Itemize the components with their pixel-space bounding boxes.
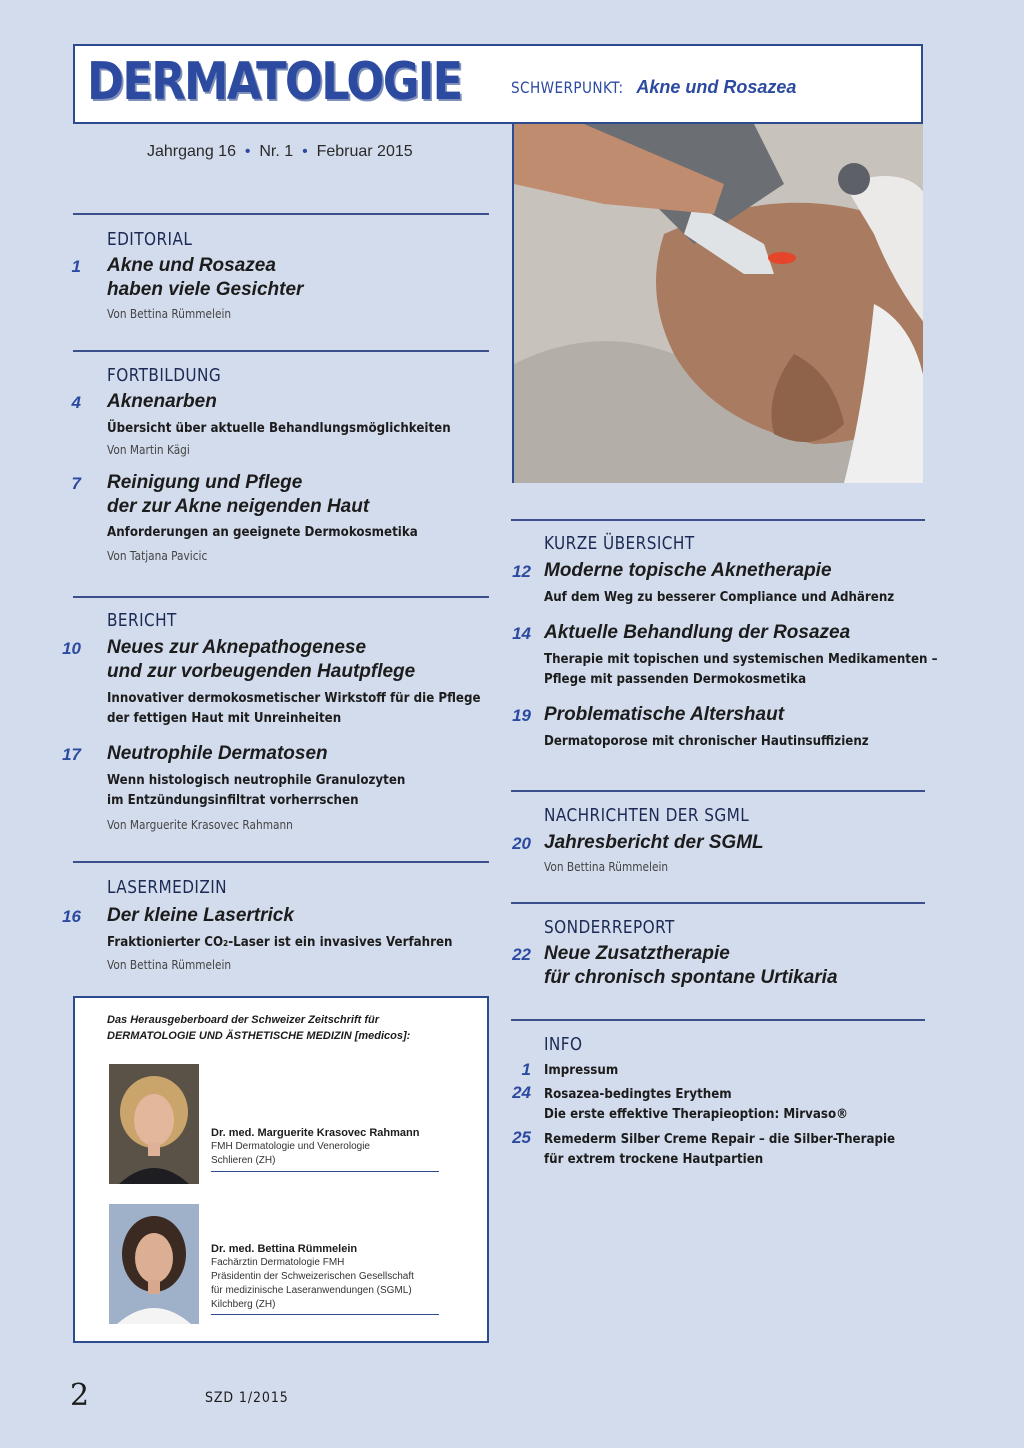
section-sonderreport: SONDERREPORT — [544, 917, 675, 938]
page-number-link[interactable]: 22 — [512, 945, 531, 964]
article-title[interactable]: Neue Zusatztherapie — [544, 943, 730, 964]
focus-topic — [511, 77, 796, 98]
focus-label: SCHWERPUNKT: — [511, 78, 624, 97]
magazine-title: DERMATOLOGIE — [87, 52, 462, 112]
article-title[interactable]: der zur Akne neigenden Haut — [107, 496, 370, 517]
article-title[interactable]: haben viele Gesichter — [107, 279, 304, 300]
article-title[interactable]: Jahresbericht der SGML — [544, 832, 764, 853]
article-author: Von Bettina Rümmelein — [107, 958, 232, 972]
section-nachrichten-sgml: NACHRICHTEN DER SGML — [544, 805, 750, 826]
focus-topic-text: Akne und Rosazea — [636, 77, 797, 97]
page-number-link[interactable]: 1 — [71, 257, 81, 276]
masthead — [73, 44, 923, 124]
article-subtitle: der fettigen Haut mit Unreinheiten — [107, 710, 342, 726]
article-subtitle: Wenn histologisch neutrophile Granulozyten — [107, 772, 406, 788]
page-number-link[interactable]: 1 — [521, 1060, 531, 1079]
section-rule — [511, 519, 925, 521]
article-author: Von Marguerite Krasovec Rahmann — [107, 818, 293, 832]
info-item: für extrem trockene Hautpartien — [544, 1151, 764, 1167]
board-member — [211, 1126, 419, 1168]
page-number-link[interactable]: 20 — [512, 834, 531, 853]
article-title[interactable]: Neues zur Aknepathogenese — [107, 637, 367, 658]
section-lasermedizin: LASERMEDIZIN — [107, 877, 228, 898]
page-number-link[interactable]: 10 — [62, 639, 81, 658]
board-member — [211, 1242, 414, 1312]
section-rule — [73, 213, 489, 215]
article-title[interactable]: Der kleine Lasertrick — [107, 905, 294, 926]
member-name: Dr. med. Marguerite Krasovec Rahmann — [211, 1127, 420, 1139]
cover-photo — [512, 124, 923, 483]
editorial-board-box — [73, 996, 489, 1343]
info-item[interactable]: Impressum — [544, 1062, 619, 1078]
article-title[interactable]: Aknenarben — [107, 391, 217, 412]
article-subtitle: Anforderungen an geeignete Dermokosmetika — [107, 524, 418, 540]
section-rule — [511, 1019, 925, 1021]
section-bericht: BERICHT — [107, 610, 177, 631]
article-author: Von Tatjana Pavicic — [107, 549, 208, 563]
page-number-link[interactable]: 14 — [512, 624, 531, 643]
member-detail: Präsidentin der Schweizerischen Gesellschaft — [211, 1271, 414, 1282]
section-rule — [511, 902, 925, 904]
board-intro — [107, 1012, 410, 1044]
issue-date: Februar 2015 — [316, 143, 413, 160]
article-author: Von Martin Kägi — [107, 443, 190, 457]
section-rule — [73, 350, 489, 352]
article-title[interactable]: und zur vorbeugenden Hautpflege — [107, 661, 416, 682]
page-number-link[interactable]: 7 — [71, 474, 81, 493]
article-author: Von Bettina Rümmelein — [544, 860, 669, 874]
article-subtitle: Dermatoporose mit chronischer Hautinsuffizienz — [544, 733, 869, 749]
article-title[interactable]: Reinigung und Pflege — [107, 472, 303, 493]
portrait-photo — [109, 1204, 199, 1324]
page-number-link[interactable]: 12 — [512, 562, 531, 581]
section-kurze-uebersicht: KURZE ÜBERSICHT — [544, 533, 695, 554]
page-number-link[interactable]: 19 — [512, 706, 531, 725]
info-item[interactable]: Remederm Silber Creme Repair – die Silber-Therapie — [544, 1131, 896, 1147]
page-number-link[interactable]: 17 — [62, 745, 81, 764]
member-detail: Fachärztin Dermatologie FMH — [211, 1257, 345, 1268]
page-number-link[interactable]: 24 — [512, 1083, 531, 1102]
page-number-link[interactable]: 4 — [71, 393, 81, 412]
page-number-link[interactable]: 16 — [62, 907, 81, 926]
article-subtitle: Fraktionierter CO₂-Laser ist ein invasives Verfahren — [107, 934, 453, 950]
section-rule — [511, 790, 925, 792]
member-rule — [211, 1314, 439, 1315]
article-subtitle: im Entzündungsinfiltrat vorherrschen — [107, 792, 359, 808]
member-detail: Kilchberg (ZH) — [211, 1299, 276, 1310]
article-title[interactable]: Neutrophile Dermatosen — [107, 743, 328, 764]
article-title[interactable]: Moderne topische Aknetherapie — [544, 560, 832, 581]
article-subtitle: Innovativer dermokosmetischer Wirkstoff für die Pflege — [107, 690, 481, 706]
portrait-ruemmelein-image — [109, 1204, 199, 1324]
laser-treatment-illustration — [514, 124, 923, 483]
board-intro-line: Das Herausgeberboard der Schweizer Zeitschrift für — [107, 1014, 380, 1026]
section-editorial: EDITORIAL — [107, 229, 193, 250]
article-subtitle: Übersicht über aktuelle Behandlungsmöglichkeiten — [107, 420, 451, 436]
journal-reference: SZD 1/2015 — [205, 1390, 289, 1406]
member-rule — [211, 1171, 439, 1172]
page-number: 2 — [70, 1378, 90, 1413]
article-subtitle: Auf dem Weg zu besserer Compliance und Adhärenz — [544, 589, 895, 605]
article-subtitle: Therapie mit topischen und systemischen Medikamenten – — [544, 651, 938, 667]
info-item: Die erste effektive Therapieoption: Mirvaso® — [544, 1106, 848, 1122]
article-title[interactable]: Aktuelle Behandlung der Rosazea — [544, 622, 851, 643]
issue-number: Nr. 1 — [259, 143, 294, 160]
member-name: Dr. med. Bettina Rümmelein — [211, 1243, 358, 1255]
article-title[interactable]: für chronisch spontane Urtikaria — [544, 967, 838, 988]
portrait-krasovec-image — [109, 1064, 199, 1184]
board-intro-line: DERMATOLOGIE UND ÄSTHETISCHE MEDIZIN [medicos]: — [107, 1030, 411, 1042]
article-subtitle: Pflege mit passenden Dermokosmetika — [544, 671, 807, 687]
portrait-photo — [109, 1064, 199, 1184]
section-rule — [73, 596, 489, 598]
issue-volume: Jahrgang 16 — [147, 143, 236, 160]
info-item[interactable]: Rosazea-bedingtes Erythem — [544, 1086, 732, 1102]
page-number-link[interactable]: 25 — [512, 1128, 531, 1147]
section-fortbildung: FORTBILDUNG — [107, 365, 222, 386]
article-title[interactable]: Akne und Rosazea — [107, 255, 276, 276]
article-title[interactable]: Problematische Altershaut — [544, 704, 785, 725]
section-rule — [73, 861, 489, 863]
member-detail: Schlieren (ZH) — [211, 1155, 276, 1166]
member-detail: für medizinische Laseranwendungen (SGML) — [211, 1285, 412, 1296]
member-detail: FMH Dermatologie und Venerologie — [211, 1141, 370, 1152]
section-info: INFO — [544, 1034, 583, 1055]
issue-info: Jahrgang 16 • Nr. 1 • Februar 2015 — [147, 143, 413, 160]
article-author: Von Bettina Rümmelein — [107, 307, 232, 321]
